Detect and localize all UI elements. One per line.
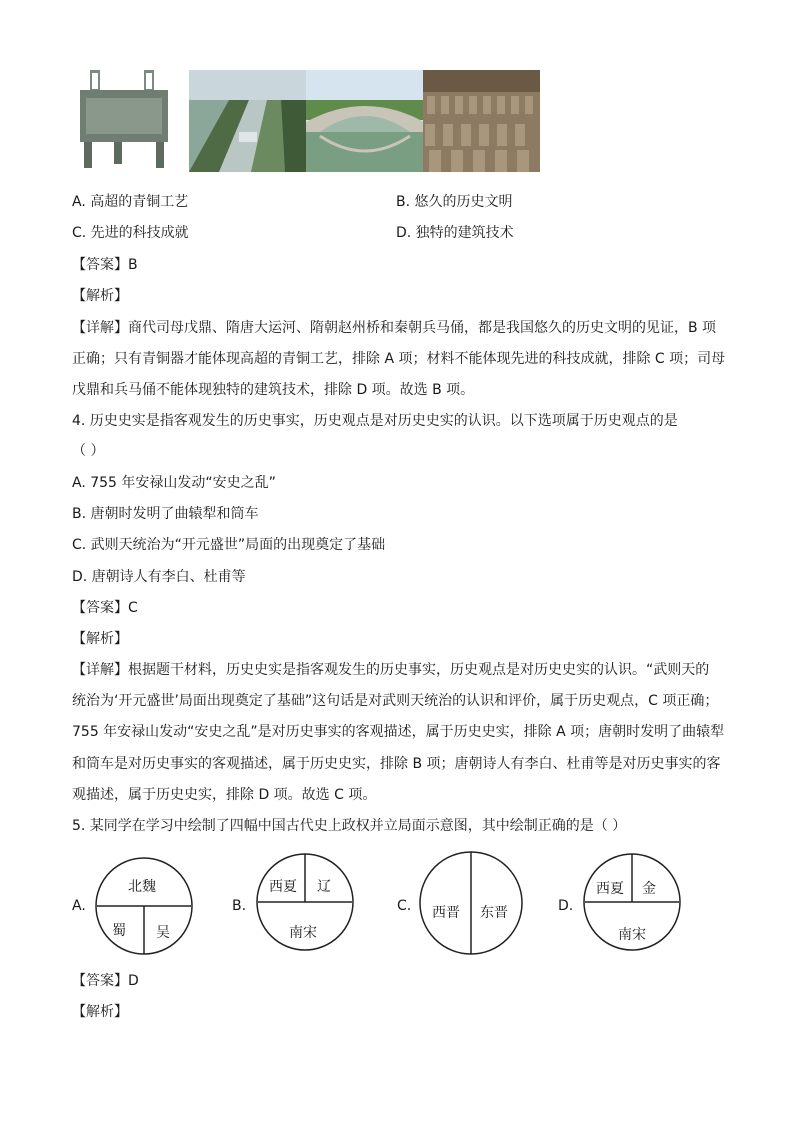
diagram-c [418,850,524,956]
option-b: B. 悠久的历史文明 [396,194,513,210]
diagram-a-top: 北魏 [128,879,156,895]
question-4-paren: （ ） [72,443,105,459]
detail-line: 正确；只有青铜器才能体现高超的青铜工艺，排除 A 项；材料不能体现先进的科技成就，排除 C 项；司母 [72,351,726,367]
diagram-b-top-left: 西夏 [269,879,297,895]
diagram-d-top-right: 金 [642,881,656,897]
zhaozhou-bridge-image [306,70,423,172]
bronze-ding-image [72,70,189,172]
diagram-a [94,856,194,956]
diagram-c-right: 东晋 [480,905,508,921]
analysis-label: 【解析】 [72,1004,128,1020]
answer-label: 【答案】C [72,600,138,616]
diagram-b [255,852,355,952]
option-a: A. 755 年安禄山发动“安史之乱” [72,475,276,491]
option-c: C. 武则天统治为“开元盛世”局面的出现奠定了基础 [72,537,386,553]
question-images [72,70,540,172]
question-5-text: 5. 某同学在学习中绘制了四幅中国古代史上政权并立局面示意图，其中绘制正确的是（ ） [72,818,627,834]
diagram-b-bottom: 南宋 [289,925,317,941]
diagram-a-bottom-left: 蜀 [112,923,126,939]
detail-line: 【详解】根据题干材料，历史史实是指客观发生的历史事实，历史观点是对历史史实的认识。“武则天的 [72,662,710,678]
detail-line: 【详解】商代司母戊鼎、隋唐大运河、隋朝赵州桥和秦朝兵马俑，都是我国悠久的历史文明的见证，B 项 [72,320,717,336]
diagram-d-bottom: 南宋 [618,927,646,943]
detail-line: 755 年安禄山发动“安史之乱”是对历史事实的客观描述，属于历史史实，排除 A 项；唐朝时发明了曲辕犁 [72,724,725,740]
analysis-label: 【解析】 [72,631,128,647]
analysis-label: 【解析】 [72,288,128,304]
option-d: D. 唐朝诗人有李白、杜甫等 [72,569,246,585]
diagram-c-letter: C. [397,898,412,914]
diagram-a-letter: A. [72,898,86,914]
grand-canal-image [189,70,306,172]
option-b: B. 唐朝时发明了曲辕犁和筒车 [72,506,259,522]
diagram-b-top-right: 辽 [317,879,331,895]
option-d: D. 独特的建筑技术 [396,225,514,241]
detail-line: 观描述，属于历史史实，排除 D 项。故选 C 项。 [72,787,377,803]
detail-line: 和筒车是对历史事实的客观描述，属于历史史实，排除 B 项；唐朝诗人有李白、杜甫等是对历史事实的客 [72,756,721,772]
answer-label: 【答案】D [72,973,139,989]
diagram-b-letter: B. [232,898,247,914]
question-4-text: 4. 历史史实是指客观发生的历史事实，历史观点是对历史史实的认识。以下选项属于历史观点的是 [72,413,678,429]
option-c: C. 先进的科技成就 [72,225,189,241]
option-a: A. 高超的青铜工艺 [72,194,189,210]
detail-line: 戊鼎和兵马俑不能体现独特的建筑技术，排除 D 项。故选 B 项。 [72,382,475,398]
diagram-d [582,852,682,952]
diagram-d-top-left: 西夏 [596,881,624,897]
diagram-d-letter: D. [558,898,574,914]
detail-line: 统治为‘开元盛世’局面出现奠定了基础”这句话是对武则天统治的认识和评价，属于历史观点，C 项正确； [72,693,719,709]
diagram-a-bottom-right: 吴 [156,925,170,941]
diagram-c-left: 西晋 [432,905,460,921]
answer-label: 【答案】B [72,257,138,273]
terracotta-army-image [423,70,540,172]
